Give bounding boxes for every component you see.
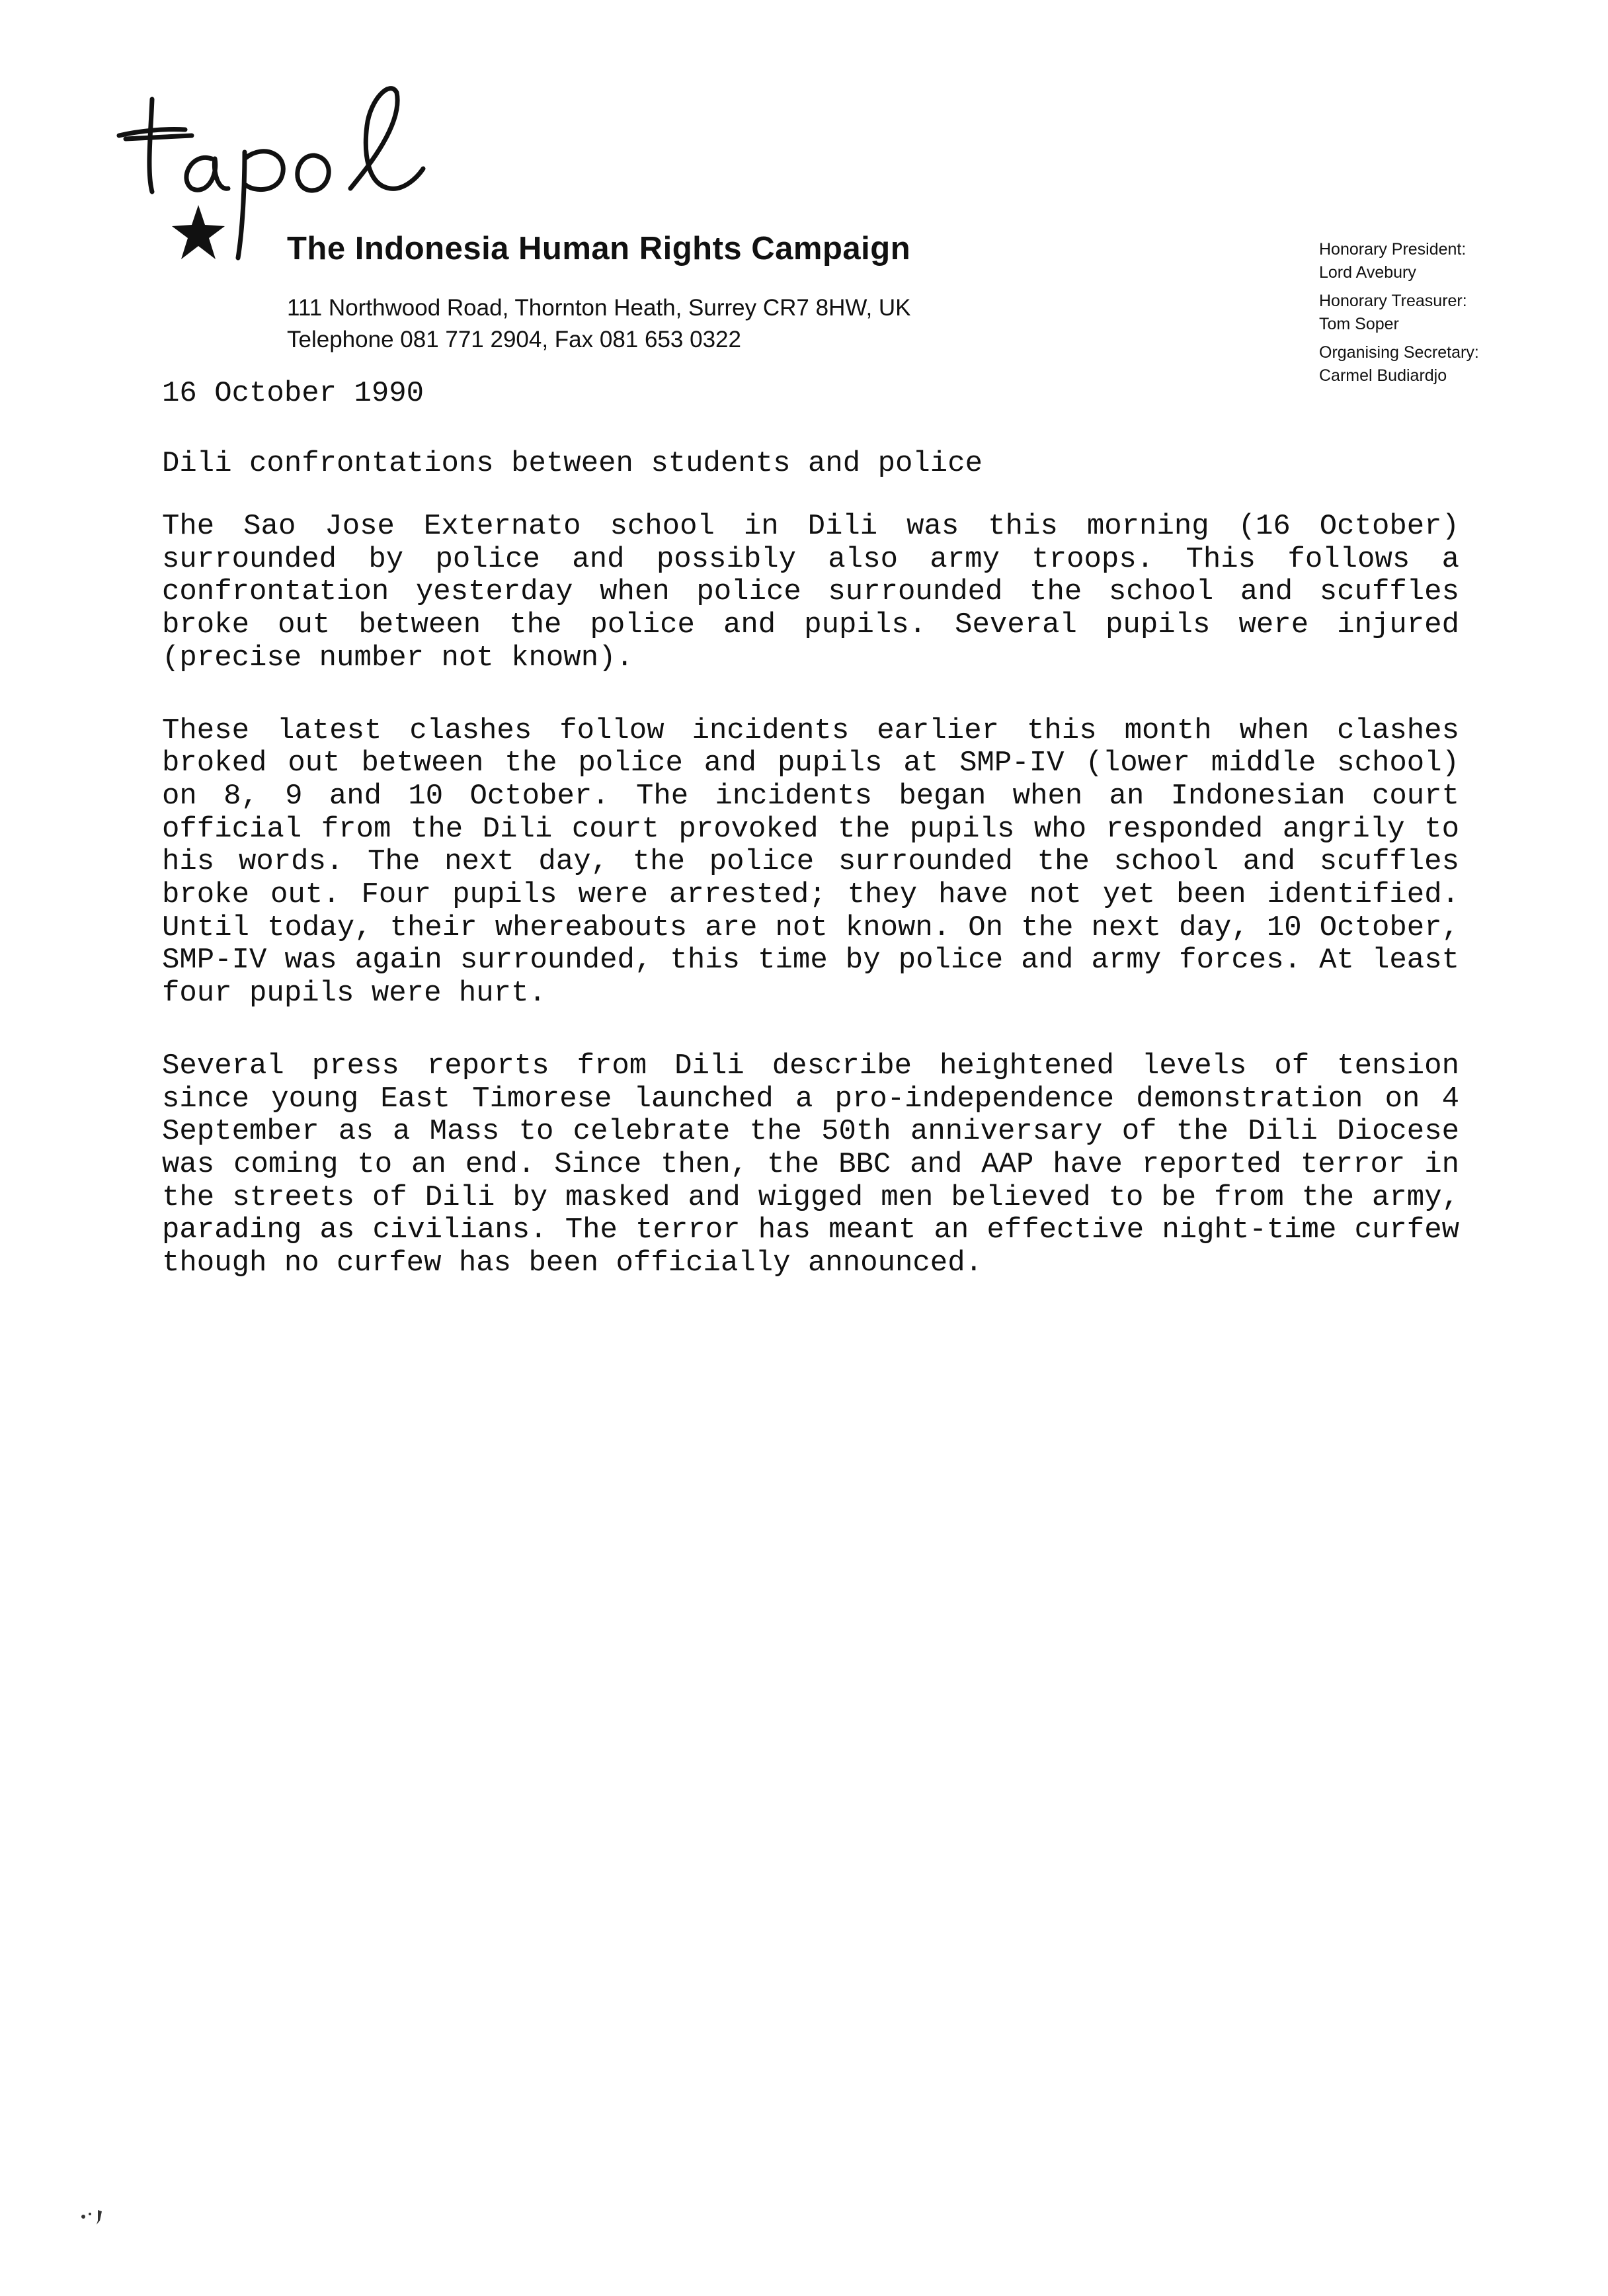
body-paragraph: The Sao Jose Externato school in Dili was this morning (16 October) surrounded by police and possibly also army troops. This follows a confrontation yesterday when police surrounded the school and scuffles broke out between the police and pupils. Several pupils were injured (precise number not known). xyxy=(162,510,1459,675)
officer-name: Lord Avebury xyxy=(1319,263,1416,282)
body-paragraph: Several press reports from Dili describe heightened levels of tension since young East Timorese launched a pro-independence demonstration on 4 September as a Mass to celebrate the 50th anniversary of the Dili Diocese was coming to an end. Since then, the BBC and AAP have reported terror in the streets of Dili by masked and wigged men believed to be from the army, parading as civilians. The terror has meant an effective night-time curfew though no curfew has been officially announced. xyxy=(162,1049,1459,1280)
telephone: Telephone 081 771 2904, Fax 081 653 0322 xyxy=(287,327,741,352)
letter-body xyxy=(162,511,1459,1320)
officer-role: Honorary Treasurer: xyxy=(1319,292,1467,310)
officer-name: Tom Soper xyxy=(1319,315,1399,333)
officers-list xyxy=(1319,238,1479,388)
officer-role: Organising Secretary: xyxy=(1319,343,1479,362)
body-paragraph: These latest clashes follow incidents earlier this month when clashes broked out between the police and pupils at SMP-IV (lower middle school) on 8, 9 and 10 October. The incidents began when an Indonesian court official from the Dili court provoked the pupils who responded angrily to his words. The next day, the police surrounded the school and scuffles broke out. Four pupils were arrested; they have not yet been identified. Until today, their whereabouts are not known. On the next day, 10 October, SMP-IV was again surrounded, this time by police and army forces. At least four pupils were hurt. xyxy=(162,714,1459,1010)
address: 111 Northwood Road, Thornton Heath, Surrey CR7 8HW, UK xyxy=(287,295,911,321)
address-block xyxy=(287,292,911,356)
organization-name: The Indonesia Human Rights Campaign xyxy=(287,231,911,266)
officer-name: Carmel Budiardjo xyxy=(1319,366,1447,385)
logo-text: tapol xyxy=(278,172,279,173)
letter-date: 16 October 1990 xyxy=(162,377,424,410)
scan-mark xyxy=(78,2202,118,2229)
officer-role: Honorary President: xyxy=(1319,240,1467,259)
letter-subject: Dili confrontations between students and police xyxy=(162,447,983,480)
